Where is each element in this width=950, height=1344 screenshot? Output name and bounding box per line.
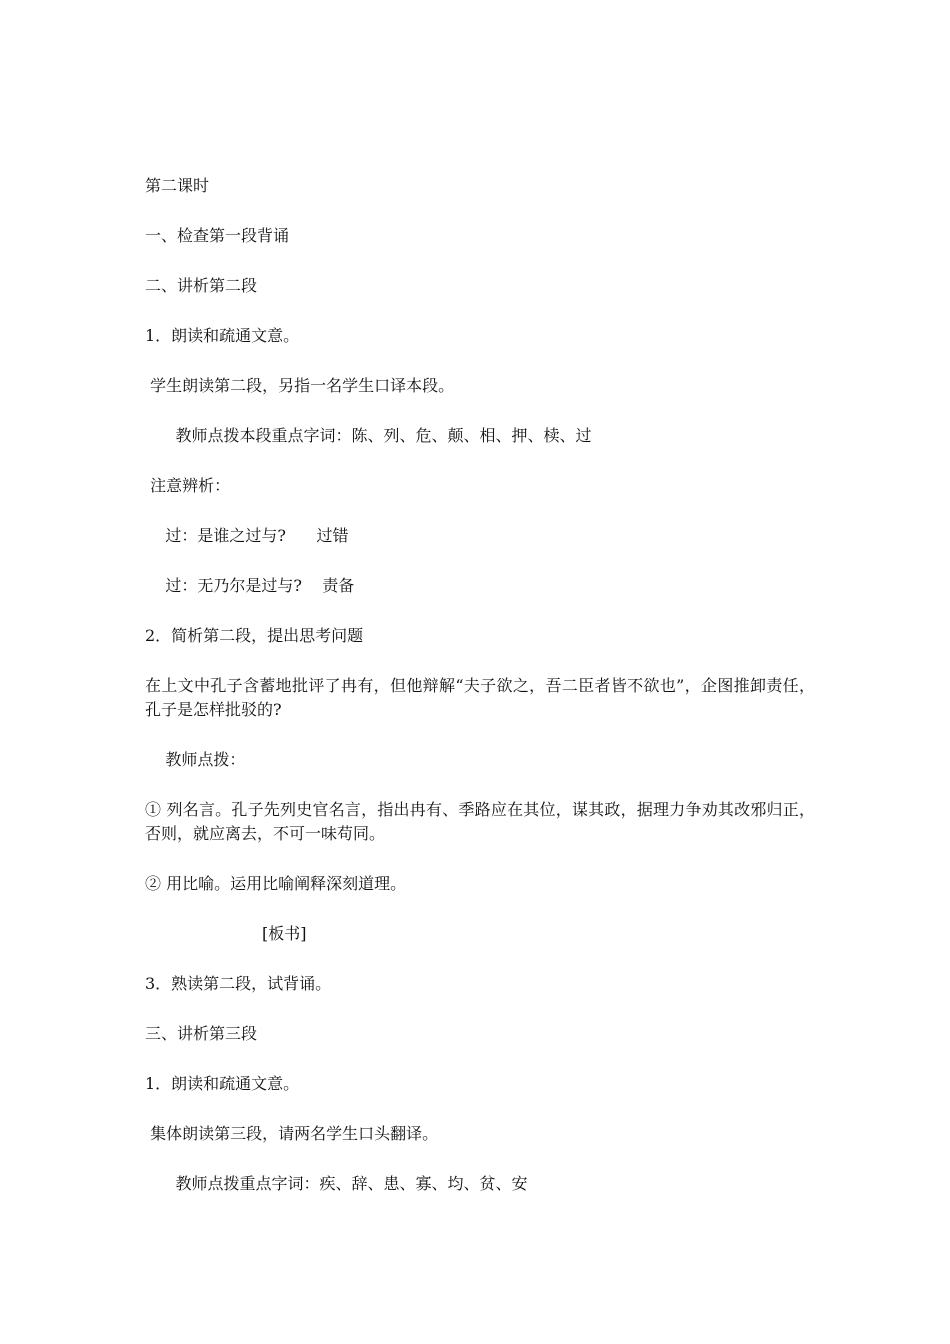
paragraph: 过：无乃尔是过与? 责备 bbox=[145, 576, 355, 595]
step-heading: 3．熟读第二段，试背诵。 bbox=[145, 974, 332, 993]
paragraph: ② 用比喻。运用比喻阐释深刻道理。 bbox=[145, 874, 407, 893]
step-heading: 1．朗读和疏通文意。 bbox=[145, 1074, 300, 1093]
lesson-title: 第二课时 bbox=[145, 176, 210, 195]
step-heading: 2．简析第二段，提出思考问题 bbox=[145, 626, 364, 645]
paragraph: 教师点拨： bbox=[145, 750, 246, 769]
section-heading: 一、检查第一段背诵 bbox=[145, 226, 290, 245]
section-heading: 三、讲析第三段 bbox=[145, 1024, 258, 1043]
section-heading: 二、讲析第二段 bbox=[145, 276, 258, 295]
paragraph: ① 列名言。孔子先列史官名言，指出冉有、季路应在其位，谋其政，据理力争劝其改邪归正，否则，就应离去，不可一味苟同。 bbox=[145, 800, 815, 843]
paragraph: 学生朗读第二段，另指一名学生口译本段。 bbox=[145, 376, 455, 395]
paragraph: 在上文中孔子含蓄地批评了冉有，但他辩解“夫子欲之，吾二臣者皆不欲也”，企图推卸责任，孔子是怎样批驳的? bbox=[145, 676, 815, 719]
paragraph: 注意辨析： bbox=[145, 476, 231, 495]
board-note: [板书] bbox=[145, 924, 307, 943]
paragraph: 教师点拨重点字词：疾、辞、患、寡、均、贫、安 bbox=[145, 1174, 528, 1193]
paragraph: 过：是谁之过与? 过错 bbox=[145, 526, 349, 545]
step-heading: 1．朗读和疏通文意。 bbox=[145, 326, 300, 345]
paragraph: 集体朗读第三段，请两名学生口头翻译。 bbox=[145, 1124, 439, 1143]
paragraph: 教师点拨本段重点字词：陈、列、危、颠、相、押、椟、过 bbox=[145, 426, 592, 445]
